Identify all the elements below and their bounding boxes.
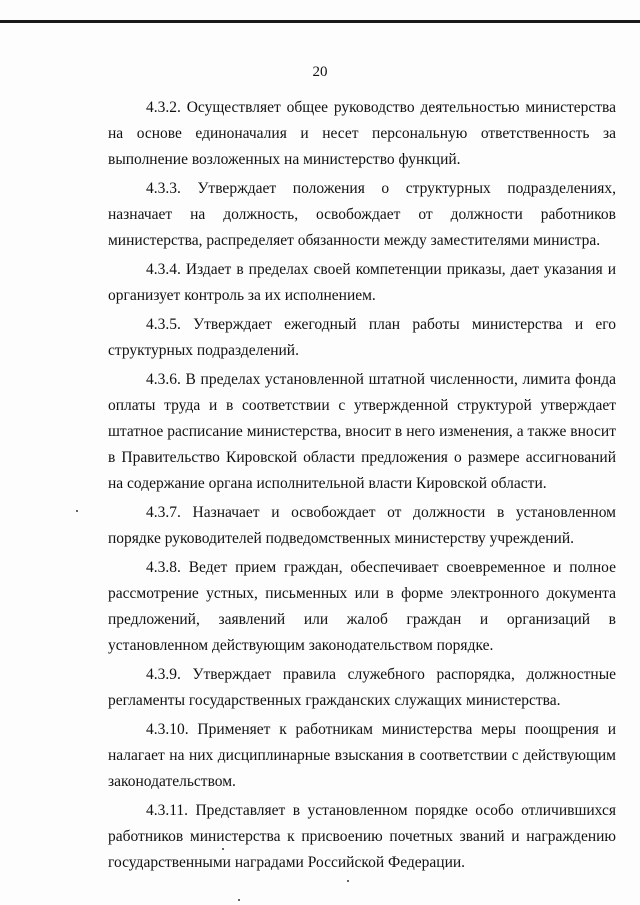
scan-speck bbox=[347, 880, 349, 882]
paragraph-4-3-11: 4.3.11. Представляет в установленном порядке особо отличившихся работников министерства к присвоению почетных званий и награждению государственными наградами Российской Федерации. bbox=[108, 802, 616, 871]
paragraph-4-3-5: 4.3.5. Утверждает ежегодный план работы министерства и его структурных подразделений. bbox=[108, 316, 616, 359]
paragraph-4-3-9: 4.3.9. Утверждает правила служебного распорядка, должностные регламенты государственных гражданских служащих министерства. bbox=[108, 666, 616, 709]
page-number: 20 bbox=[312, 64, 328, 80]
paragraph-4-3-3: 4.3.3. Утверждает положения о структурных подразделениях, назначает на должность, освобождает от должности работников министерства, распределяет обязанности между заместителями министра. bbox=[108, 180, 616, 249]
paragraph-4-3-4: 4.3.4. Издает в пределах своей компетенции приказы, дает указания и организует контроль за их исполнением. bbox=[108, 261, 616, 304]
document-body bbox=[108, 95, 616, 879]
scan-speck bbox=[238, 899, 240, 901]
paragraph-4-3-6: 4.3.6. В пределах установленной штатной численности, лимита фонда оплаты труда и в соответствии с утвержденной структурой утверждает штатное расписание министерства, вносит в него изменения, а также вносит в Правительство Кировской области предложения о размере ассигнований на содержание органа исполнительной власти Кировской области. bbox=[108, 371, 616, 492]
scan-speck bbox=[76, 510, 78, 512]
paragraph-4-3-8: 4.3.8. Ведет прием граждан, обеспечивает своевременное и полное рассмотрение устных, письменных или в форме электронного документа предложений, заявлений или жалоб граждан и организаций в установленном действующим законодательством порядке. bbox=[108, 559, 616, 654]
paragraph-4-3-7: 4.3.7. Назначает и освобождает от должности в установленном порядке руководителей подведомственных министерству учреждений. bbox=[108, 504, 616, 547]
scan-speck bbox=[222, 848, 224, 850]
top-rule bbox=[0, 20, 640, 23]
paragraph-4-3-2: 4.3.2. Осуществляет общее руководство деятельностью министерства на основе единоначалия и несет персональную ответственность за выполнение возложенных на министерство функций. bbox=[108, 99, 616, 168]
paragraph-4-3-10: 4.3.10. Применяет к работникам министерства меры поощрения и налагает на них дисциплинарные взыскания в соответствии с действующим законодательством. bbox=[108, 721, 616, 790]
